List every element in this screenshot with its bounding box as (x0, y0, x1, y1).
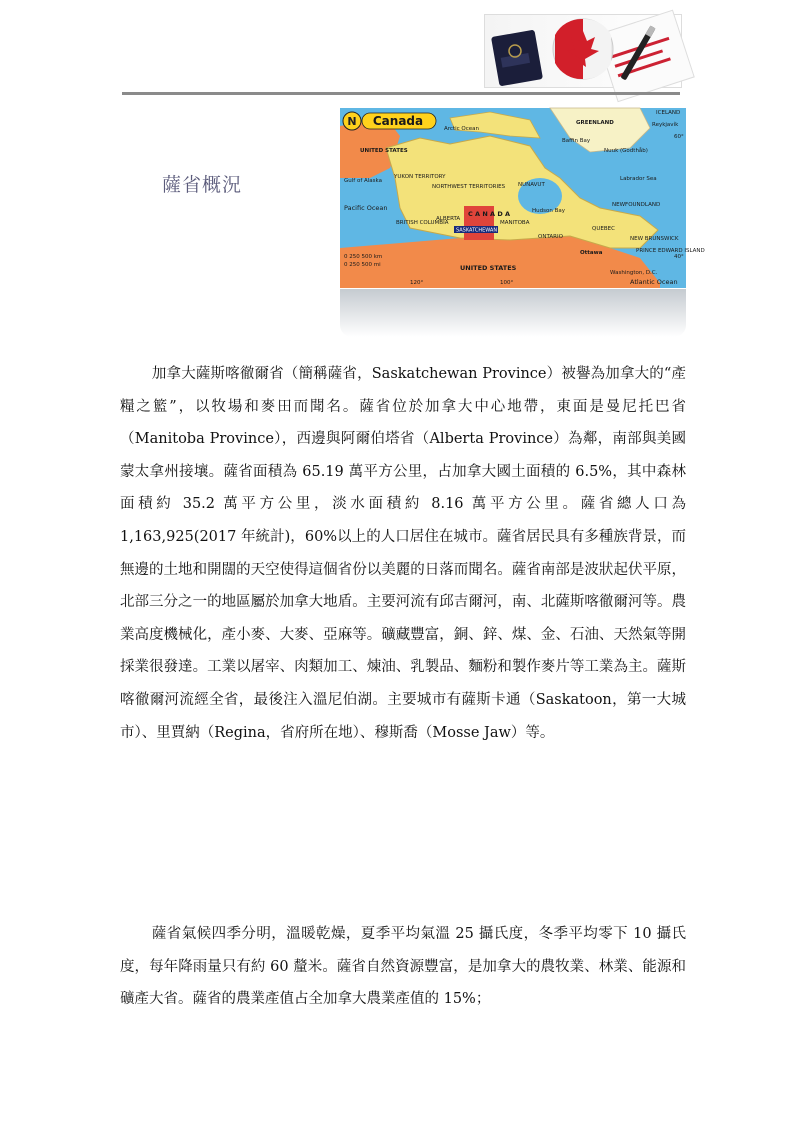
svg-text:NORTHWEST TERRITORIES: NORTHWEST TERRITORIES (432, 184, 506, 190)
svg-text:Atlantic Ocean: Atlantic Ocean (630, 278, 678, 286)
canada-map (340, 108, 705, 288)
svg-text:ALBERTA: ALBERTA (436, 216, 461, 222)
svg-text:SASKATCHEWAN: SASKATCHEWAN (456, 227, 498, 234)
svg-text:40°: 40° (674, 254, 684, 260)
svg-text:Ottawa: Ottawa (580, 250, 603, 256)
svg-text:Hudson Bay: Hudson Bay (532, 208, 565, 214)
svg-text:PRINCE EDWARD ISLAND: PRINCE EDWARD ISLAND (636, 248, 705, 254)
svg-text:Arctic Ocean: Arctic Ocean (444, 126, 479, 132)
paragraph-text: 薩省氣候四季分明，溫暖乾燥，夏季平均氣溫 25 攝氏度，冬季平均零下 10 攝氏度，每年降雨量只有約 60 釐米。薩省自然資源豐富，是加拿大的農牧業、林業、能源和礦產大省。薩省的農業產值占全加拿大農業產值的 15%； (120, 926, 686, 1008)
svg-text:0 250 500 mi: 0 250 500 mi (344, 262, 381, 268)
svg-text:UNITED STATES: UNITED STATES (360, 148, 408, 154)
svg-text:Baffin Bay: Baffin Bay (562, 138, 591, 144)
svg-text:120°: 120° (410, 280, 424, 286)
svg-text:UNITED STATES: UNITED STATES (460, 264, 517, 272)
svg-text:BRITISH COLUMBIA: BRITISH COLUMBIA (396, 220, 449, 226)
svg-text:NEWFOUNDLAND: NEWFOUNDLAND (612, 202, 661, 208)
svg-text:C A N A D A: C A N A D A (468, 210, 511, 218)
paragraph-text: 加拿大薩斯喀徹爾省（簡稱薩省，Saskatchewan Province）被譽為加拿大的“產糧之籃”，以牧場和麥田而聞名。薩省位於加拿大中心地帶，東面是曼尼托巴省（Manitoba Province），西邊與阿爾伯塔省（Alberta Province）為鄰，南部與美國蒙太拿州接壤。薩省面積為 65.19 萬平方公里，占加拿大國土面積的 6.5%，其中森林面積約 35.2 萬平方公里，淡水面積約 8.16 萬平方公里。薩省總人口為 1,163,925(2017 年統計)，60%以上的人口居住在城市。薩省居民具有多種族背景，而無邊的土地和開闊的天空使得這個省份以美麗的日落而聞名。薩省南部是波狀起伏平原，北部三分之一的地區屬於加拿大地盾。主要河流有邱吉爾河，南、北薩斯喀徹爾河等。農業高度機械化，產小麥、大麥、亞麻等。礦藏豐富，銅、鋅、煤、金、石油、天然氣等開採業很發達。工業以屠宰、肉類加工、煉油、乳製品、麵粉和製作麥片等工業為主。薩斯喀徹爾河流經全省，最後注入溫尼伯湖。主要城市有薩斯卡通（Saskatoon，第一大城市）、里賈納（Regina，省府所在地）、穆斯喬（Mosse Jaw）等。 (120, 366, 686, 741)
svg-text:Canada: Canada (372, 114, 424, 128)
body-paragraph-1 (120, 358, 686, 749)
svg-text:60°: 60° (674, 134, 684, 140)
body-paragraph-2 (120, 918, 686, 1016)
svg-text:0 250 500 km: 0 250 500 km (344, 254, 383, 260)
header-divider (122, 92, 680, 95)
svg-text:NEW BRUNSWICK: NEW BRUNSWICK (630, 236, 679, 242)
svg-text:Reykjavík: Reykjavík (652, 122, 679, 128)
svg-text:GREENLAND: GREENLAND (576, 120, 614, 126)
svg-text:Nuuk (Godthåb): Nuuk (Godthåb) (604, 148, 648, 154)
svg-text:Washington, D.C.: Washington, D.C. (610, 270, 658, 276)
svg-text:NUNAVUT: NUNAVUT (518, 182, 545, 188)
svg-text:YUKON TERRITORY: YUKON TERRITORY (394, 174, 446, 180)
svg-text:Gulf of Alaska: Gulf of Alaska (344, 178, 382, 184)
svg-text:Labrador Sea: Labrador Sea (620, 176, 657, 182)
svg-text:QUEBEC: QUEBEC (592, 226, 615, 232)
canada-flag-globe-icon (553, 19, 613, 79)
map-reflection (340, 289, 686, 337)
svg-text:Pacific Ocean: Pacific Ocean (344, 204, 388, 212)
svg-text:MANITOBA: MANITOBA (500, 220, 530, 226)
passport-icon (491, 30, 543, 87)
header-image (484, 14, 682, 88)
svg-text:ONTARIO: ONTARIO (538, 234, 563, 240)
svg-text:100°: 100° (500, 280, 514, 286)
svg-text:ICELAND: ICELAND (656, 110, 681, 116)
svg-text:N: N (347, 115, 357, 128)
section-title: 薩省概況 (162, 174, 243, 196)
